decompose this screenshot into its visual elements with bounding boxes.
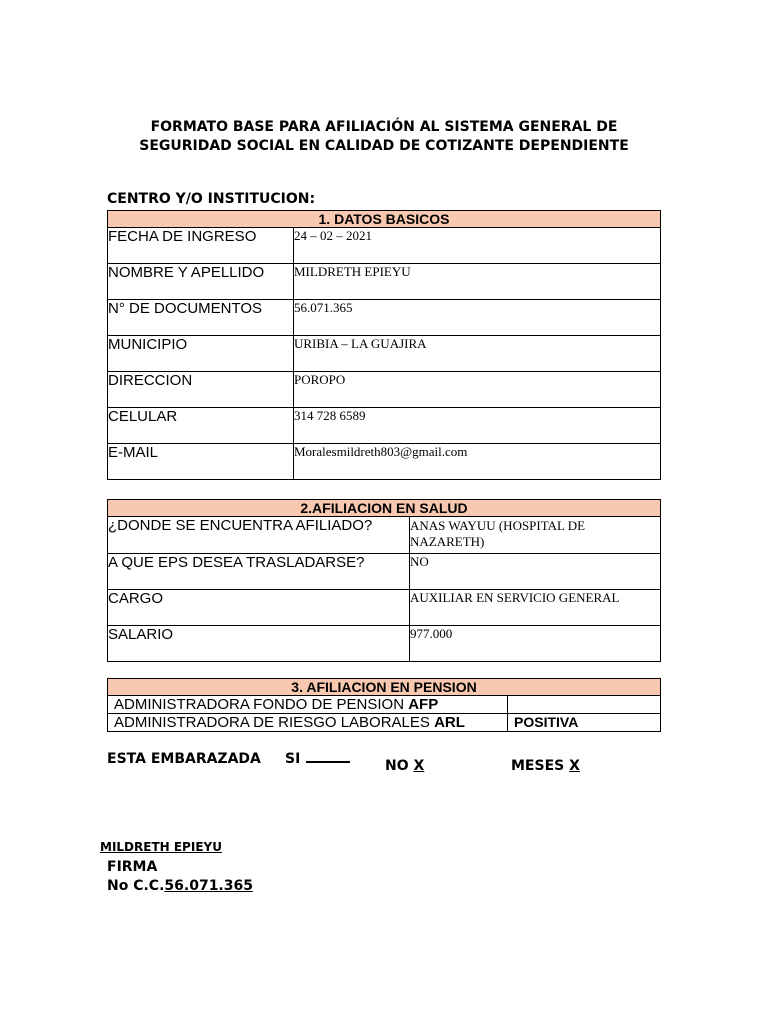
- table-row: [108, 264, 661, 300]
- table-row: [108, 228, 661, 264]
- meses-mark: X: [569, 758, 580, 774]
- document-title: [0, 118, 768, 156]
- eps-value[interactable]: NO: [410, 554, 661, 590]
- fondo-pension-label: ADMINISTRADORA FONDO DE PENSION AFP: [108, 696, 508, 714]
- field-label: NOMBRE Y APELLIDO: [108, 264, 294, 300]
- afiliacion-salud-header: 2.AFILIACION EN SALUD: [108, 500, 661, 517]
- table-row: [108, 517, 661, 554]
- table-row: [108, 554, 661, 590]
- fecha-ingreso-value[interactable]: 24 – 02 – 2021: [294, 228, 661, 264]
- table-row: [108, 336, 661, 372]
- nombre-value[interactable]: MILDRETH EPIEYU: [294, 264, 661, 300]
- embarazada-si[interactable]: SI: [285, 751, 350, 767]
- afiliacion-pension-table: [107, 678, 661, 732]
- documento-value[interactable]: 56.071.365: [294, 300, 661, 336]
- cedula-line: No C.C.56.071.365: [107, 878, 253, 894]
- embarazada-label: ESTA EMBARAZADA: [107, 751, 261, 767]
- table-row: [108, 408, 661, 444]
- riesgo-laboral-label: ADMINISTRADORA DE RIESGO LABORALES ARL: [108, 714, 508, 732]
- cargo-value[interactable]: AUXILIAR EN SERVICIO GENERAL: [410, 590, 661, 626]
- field-label: CELULAR: [108, 408, 294, 444]
- field-label: N° DE DOCUMENTOS: [108, 300, 294, 336]
- celular-value[interactable]: 314 728 6589: [294, 408, 661, 444]
- direccion-value[interactable]: POROPO: [294, 372, 661, 408]
- riesgo-laboral-value[interactable]: POSITIVA: [508, 714, 661, 732]
- field-label: E-MAIL: [108, 444, 294, 480]
- afiliado-value[interactable]: ANAS WAYUU (HOSPITAL DE NAZARETH): [410, 517, 661, 554]
- title-line-2: SEGURIDAD SOCIAL EN CALIDAD DE COTIZANTE DEPENDIENTE: [139, 138, 629, 154]
- field-label: A QUE EPS DESEA TRASLADARSE?: [108, 554, 410, 590]
- field-label: FECHA DE INGRESO: [108, 228, 294, 264]
- table-row: [108, 626, 661, 662]
- signature-name: MILDRETH EPIEYU: [100, 840, 222, 854]
- table-row: [108, 372, 661, 408]
- salario-value[interactable]: 977.000: [410, 626, 661, 662]
- cedula-number: 56.071.365: [164, 878, 253, 894]
- embarazada-no[interactable]: NO X: [385, 758, 425, 774]
- fondo-pension-value[interactable]: [508, 696, 661, 714]
- table-row: [108, 696, 661, 714]
- email-value[interactable]: Moralesmildreth803@gmail.com: [294, 444, 661, 480]
- firma-label: FIRMA: [107, 859, 158, 875]
- title-line-1: FORMATO BASE PARA AFILIACIÓN AL SISTEMA GENERAL DE: [150, 119, 618, 135]
- municipio-value[interactable]: URIBIA – LA GUAJIRA: [294, 336, 661, 372]
- field-label: ¿DONDE SE ENCUENTRA AFILIADO?: [108, 517, 410, 554]
- field-label: MUNICIPIO: [108, 336, 294, 372]
- field-label: SALARIO: [108, 626, 410, 662]
- embarazada-meses[interactable]: MESES X: [511, 758, 580, 774]
- datos-basicos-table: [107, 210, 661, 480]
- afiliacion-salud-table: [107, 499, 661, 662]
- centro-label: CENTRO Y/O INSTITUCION:: [107, 191, 316, 207]
- table-row: [108, 444, 661, 480]
- table-row: [108, 714, 661, 732]
- table-row: [108, 590, 661, 626]
- no-mark: X: [413, 758, 425, 774]
- si-blank[interactable]: [306, 761, 350, 763]
- afiliacion-pension-header: 3. AFILIACION EN PENSION: [108, 679, 661, 696]
- field-label: CARGO: [108, 590, 410, 626]
- datos-basicos-header: 1. DATOS BASICOS: [108, 211, 661, 228]
- table-row: [108, 300, 661, 336]
- field-label: DIRECCION: [108, 372, 294, 408]
